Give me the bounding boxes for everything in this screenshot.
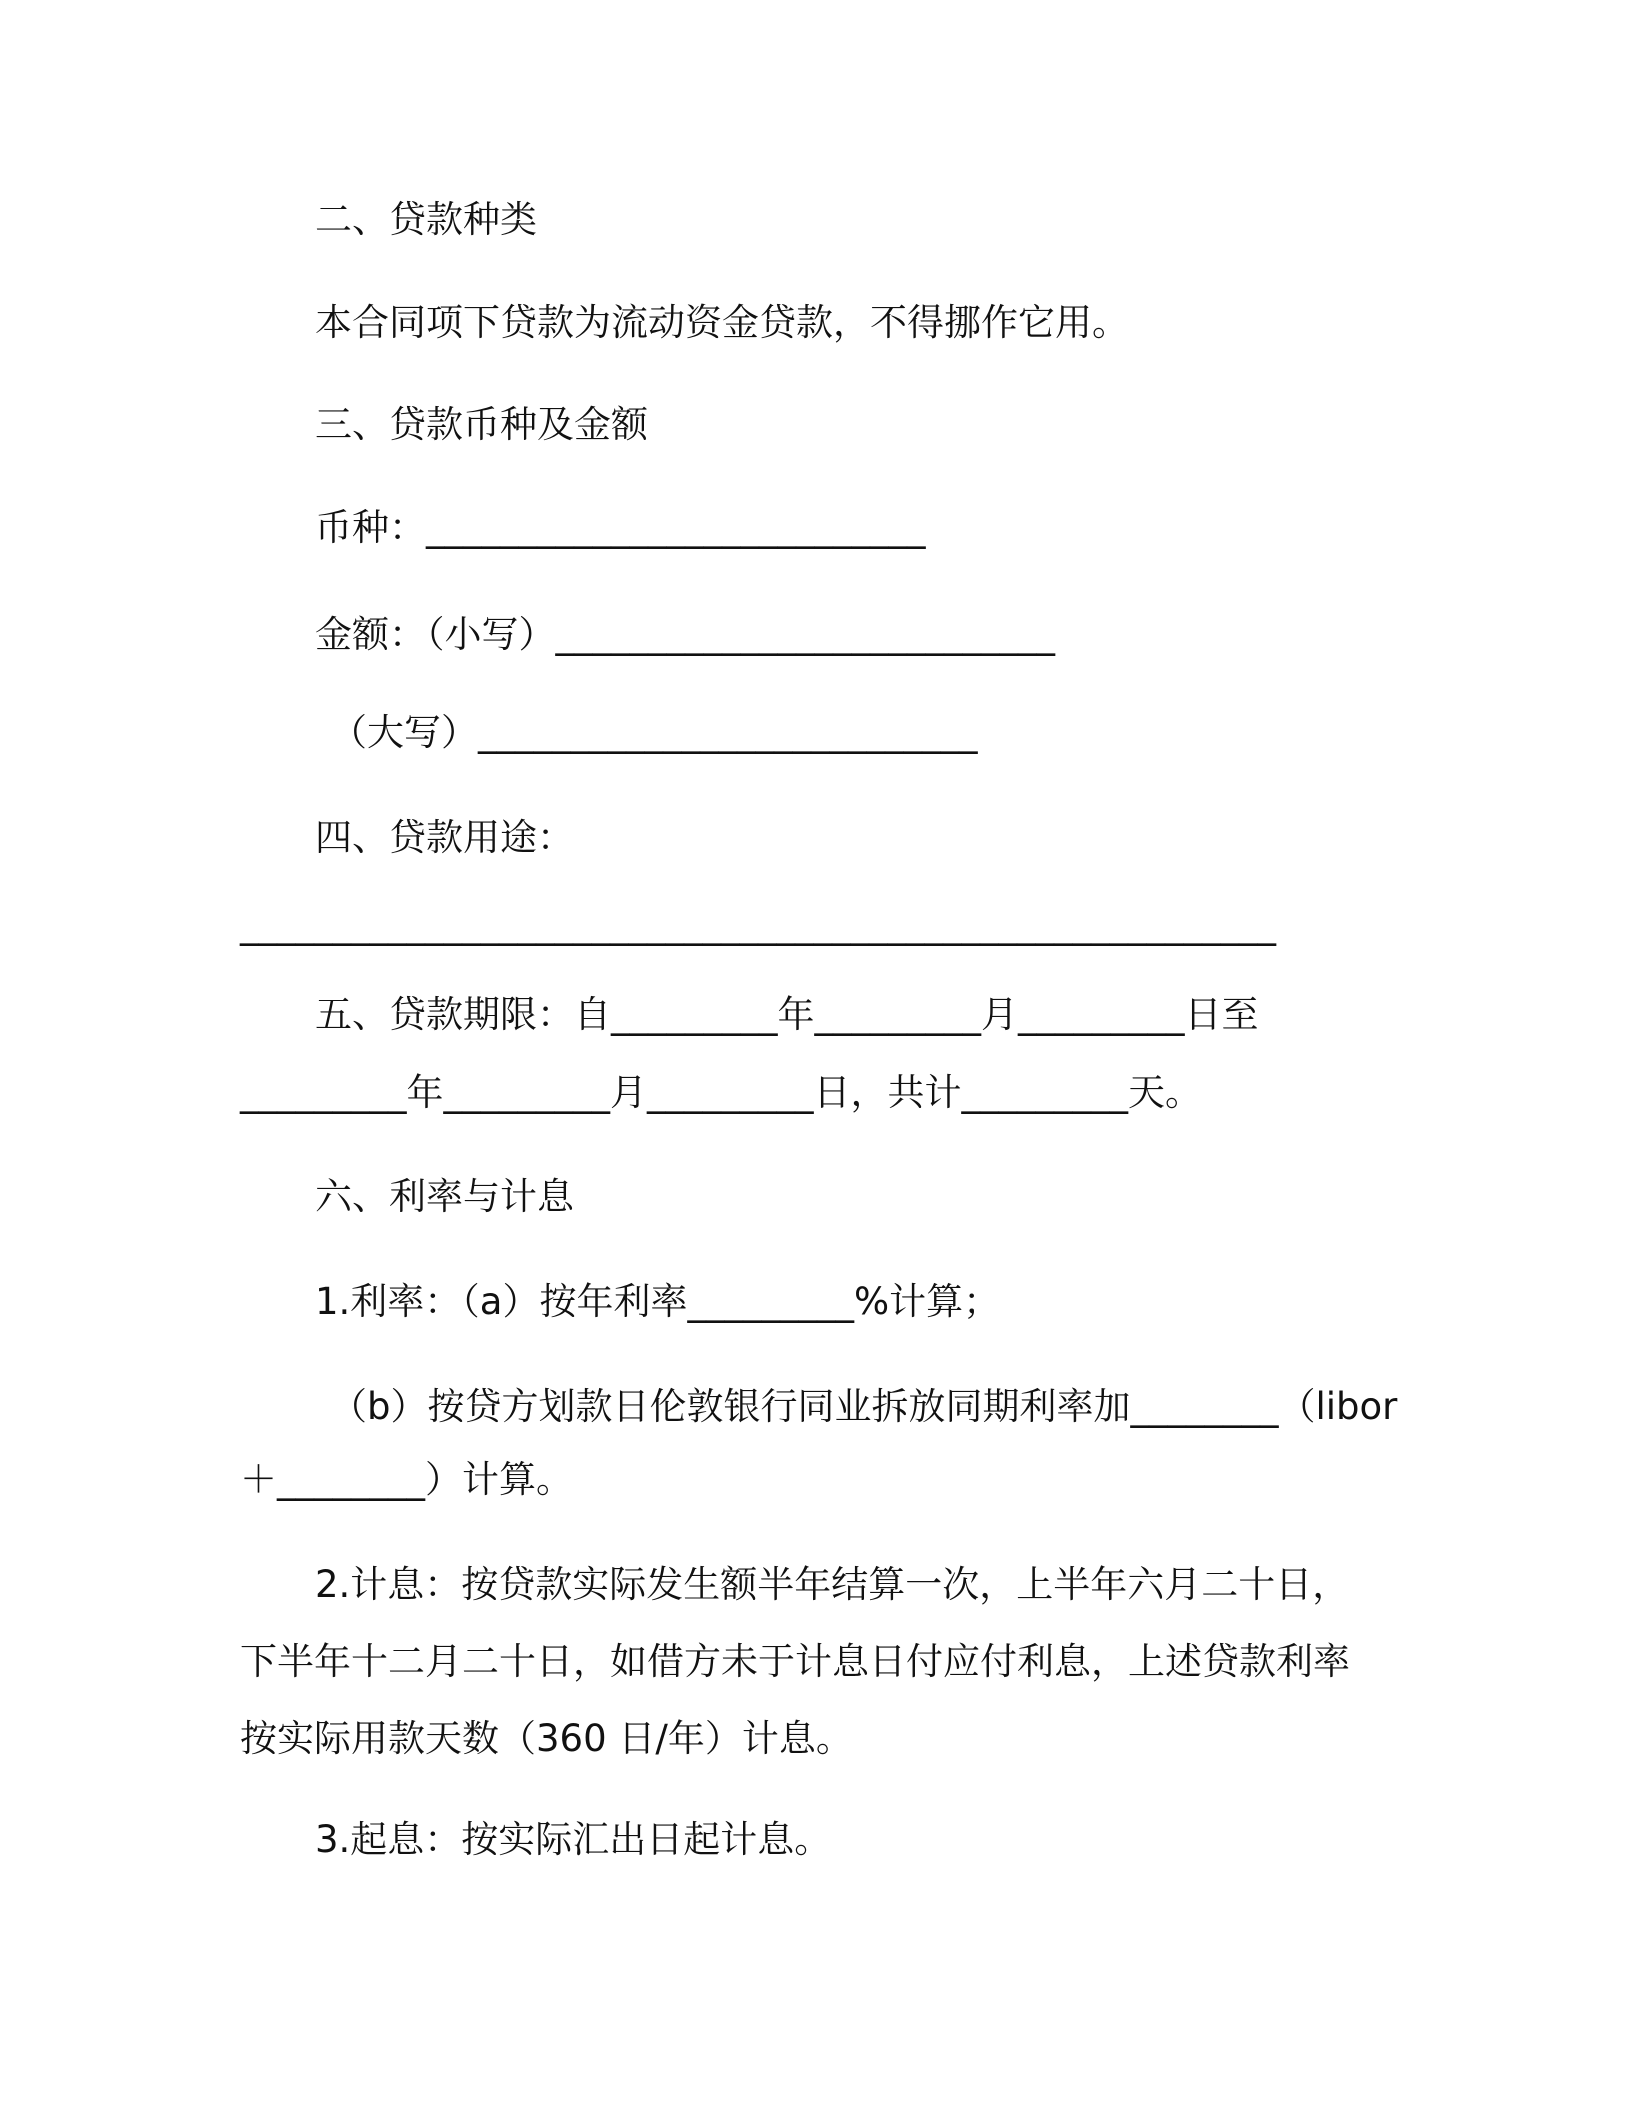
section-heading-loan-term: 五、贷款期限：自_________年_________月_________日至 bbox=[315, 993, 1259, 1036]
interest-calculation-line-3: 按实际用款天数（360 日/年）计息。 bbox=[240, 1717, 853, 1760]
interest-rate-b: （b）按贷方划款日伦敦银行同业拆放同期利率加________（libor bbox=[330, 1385, 1398, 1428]
field-amount-words: （大写）___________________________ bbox=[330, 711, 978, 754]
section-heading-loan-type: 二、贷款种类 bbox=[315, 198, 537, 241]
interest-rate-b-continuation: ＋________）计算。 bbox=[240, 1458, 573, 1501]
interest-calculation-line-2: 下半年十二月二十日，如借方未于计息日付应付利息，上述贷款利率 bbox=[240, 1640, 1350, 1683]
loan-term-continuation: _________年_________月_________日，共计_________天。 bbox=[240, 1071, 1202, 1114]
interest-calculation: 2.计息：按贷款实际发生额半年结算一次，上半年六月二十日， bbox=[315, 1563, 1350, 1606]
section-heading-interest: 六、利率与计息 bbox=[315, 1175, 574, 1218]
field-loan-purpose-blank: ________________________________________________________ bbox=[240, 903, 1276, 946]
interest-start-date: 3.起息：按实际汇出日起计息。 bbox=[315, 1818, 832, 1861]
field-amount-figures: 金额：（小写）___________________________ bbox=[315, 613, 1055, 656]
interest-rate-a: 1.利率：（a）按年利率_________%计算； bbox=[315, 1280, 1001, 1323]
section-heading-loan-purpose: 四、贷款用途： bbox=[315, 816, 574, 859]
section-heading-currency-amount: 三、贷款币种及金额 bbox=[315, 403, 648, 446]
field-currency: 币种：___________________________ bbox=[315, 506, 926, 549]
paragraph-loan-type: 本合同项下贷款为流动资金贷款，不得挪作它用。 bbox=[315, 301, 1129, 344]
